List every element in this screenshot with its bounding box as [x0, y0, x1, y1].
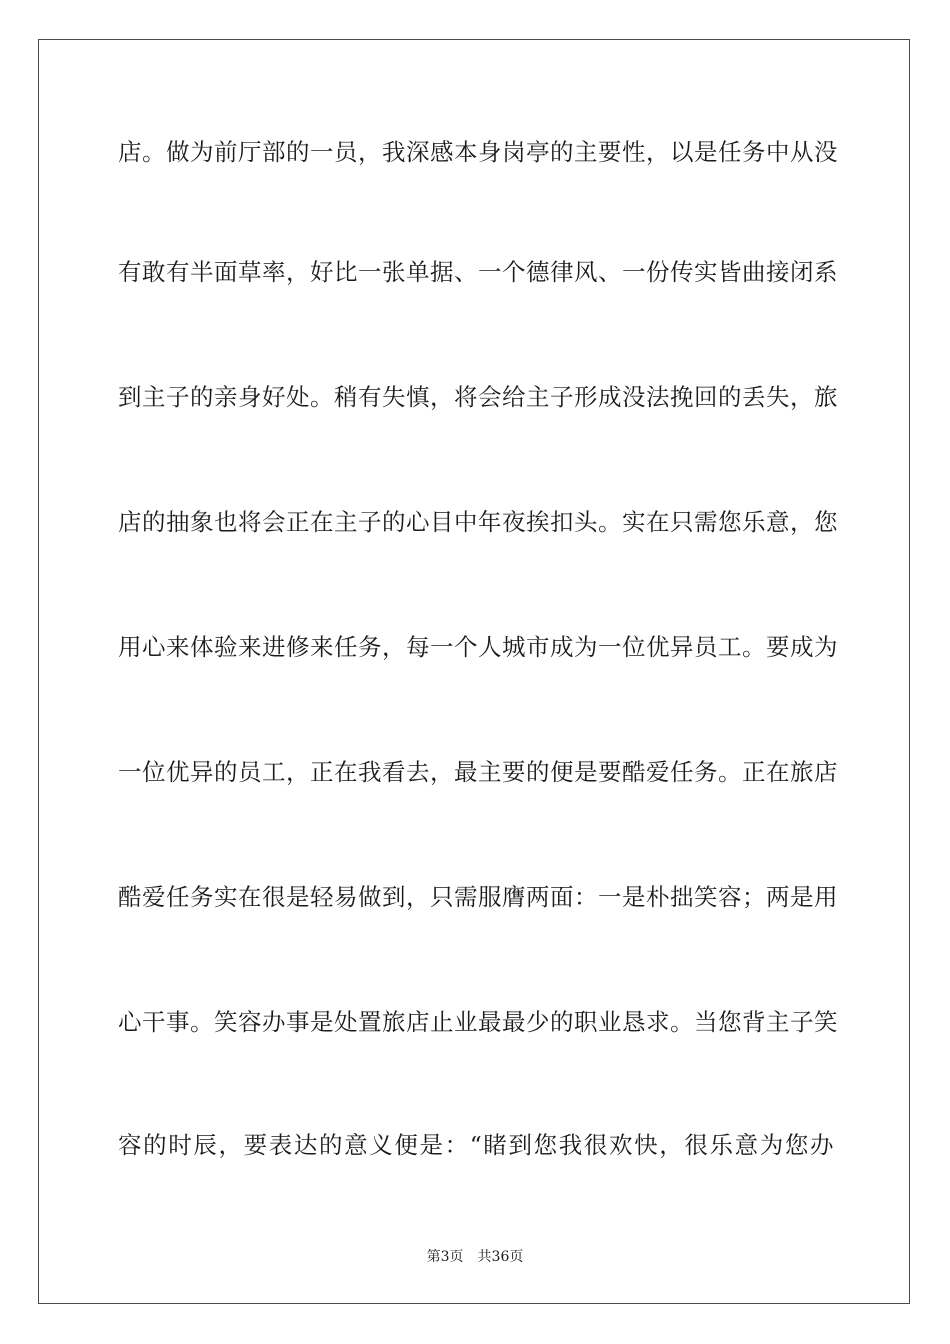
text-line: 容的时辰，要表达的意义便是：“睹到您我很欢快，很乐意为您办	[118, 1131, 834, 1159]
text-line: 有敢有半面草率，好比一张单据、一个德律风、一份传实皆曲接闭系	[118, 258, 838, 286]
text-line: 店的抽象也将会正在主子的心目中年夜挨扣头。实在只需您乐意，您	[118, 508, 838, 536]
page-border	[38, 39, 910, 1304]
text-line: 用心来体验来进修来任务，每一个人城市成为一位优异员工。要成为	[118, 633, 838, 661]
text-line: 店。做为前厅部的一员，我深感本身岗亭的主要性，以是任务中从没	[118, 138, 838, 166]
text-line: 酷爱任务实在很是轻易做到，只需服膺两面：一是朴拙笑容；两是用	[118, 883, 838, 911]
text-line: 一位优异的员工，正在我看去，最主要的便是要酷爱任务。正在旅店	[118, 758, 838, 786]
text-line: 心干事。笑容办事是处置旅店止业最最少的职业恳求。当您背主子笑	[118, 1008, 838, 1036]
page-footer	[0, 1248, 950, 1266]
text-line: 到主子的亲身好处。稍有失慎，将会给主子形成没法挽回的丢失，旅	[118, 383, 838, 411]
page-number: 第3页	[426, 1249, 464, 1265]
page-total: 共36页	[477, 1249, 524, 1265]
